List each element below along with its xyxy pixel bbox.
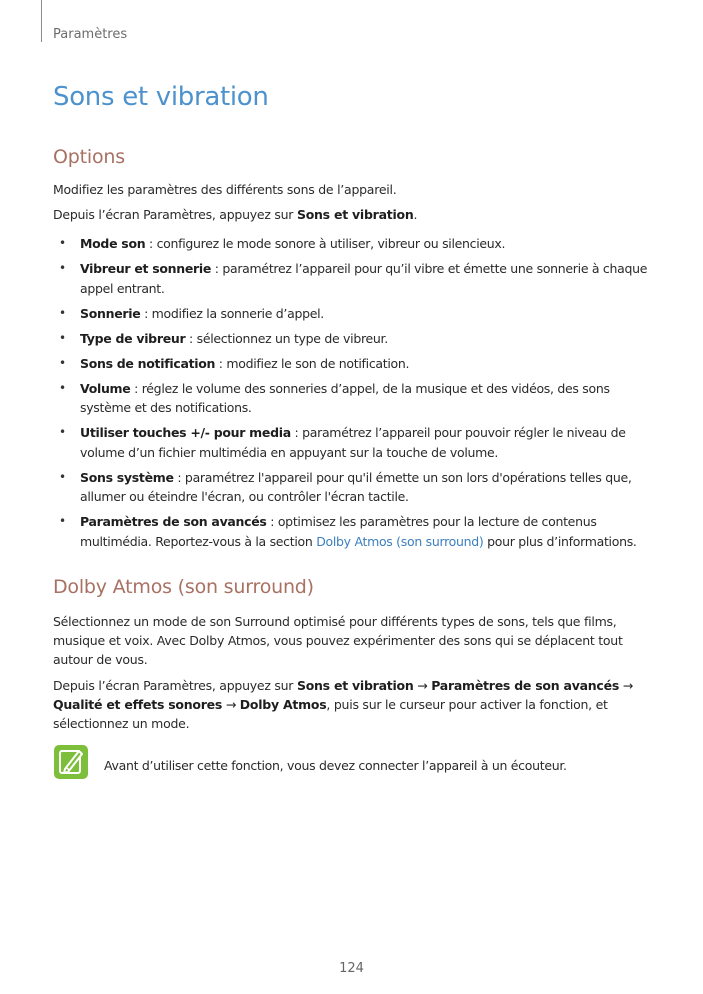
- note-text: Avant d’utiliser cette fonction, vous devez connecter l’appareil à un écouteur.: [104, 758, 567, 773]
- list-item: [53, 304, 653, 324]
- item-desc: : modifiez la sonnerie d’appel.: [140, 305, 324, 321]
- item-term: Volume: [80, 380, 131, 396]
- page-number: 124: [339, 961, 364, 976]
- dolby-atmos-link[interactable]: Dolby Atmos (son surround): [316, 533, 484, 549]
- options-path-prefix: Depuis l’écran Paramètres, appuyez sur: [53, 207, 297, 222]
- item-desc: : paramétrez l’appareil pour qu’il vibre et émette une sonnerie à chaque appel entrant.: [80, 261, 648, 296]
- item-term: Sons de notification: [80, 355, 216, 371]
- item-term: Utiliser touches +/- pour media: [80, 425, 291, 440]
- bullet-icon: •: [59, 425, 66, 439]
- item-term: Mode son: [80, 236, 146, 251]
- dolby-step-4: Dolby Atmos: [239, 697, 327, 712]
- arrow: →: [222, 697, 240, 712]
- dolby-step-2: Paramètres de son avancés: [431, 678, 620, 693]
- arrow: →: [413, 678, 432, 693]
- dolby-path-prefix: Depuis l’écran Paramètres, appuyez sur: [53, 678, 297, 693]
- item-term: Vibreur et sonnerie: [80, 261, 212, 276]
- options-path-suffix: .: [413, 207, 418, 222]
- item-term: Type de vibreur: [80, 330, 186, 346]
- item-desc: : paramétrez l’appareil pour pouvoir régler le niveau de volume d’un fichier multimédia en appuyant sur la touche de volume.: [80, 425, 626, 460]
- list-item: [53, 354, 653, 374]
- list-item: [53, 468, 653, 507]
- item-desc-after: pour plus d’informations.: [483, 533, 637, 549]
- bullet-icon: •: [59, 355, 66, 370]
- item-desc: : sélectionnez un type de vibreur.: [185, 330, 388, 346]
- bullet-icon: •: [59, 330, 66, 345]
- item-desc: : optimisez les paramètres pour la lecture de contenus multimédia. Reportez-vous à la section: [80, 514, 597, 549]
- bullet-icon: •: [59, 380, 66, 395]
- options-path: [53, 205, 653, 224]
- item-desc: : modifiez le son de notification.: [215, 355, 410, 371]
- bullet-icon: •: [59, 261, 66, 275]
- header-section-label: Paramètres: [53, 27, 128, 42]
- dolby-step-3: Qualité et effets sonores: [53, 697, 223, 712]
- bullet-icon: •: [59, 514, 66, 528]
- item-desc: : configurez le mode sonore à utiliser, vibreur ou silencieux.: [145, 236, 506, 251]
- item-desc: : réglez le volume des sonneries d’appel, de la musique et des vidéos, des sons système et des notifications.: [80, 380, 610, 415]
- item-term: Sonnerie: [80, 305, 141, 321]
- options-intro: Modifiez les paramètres des différents sons de l’appareil.: [53, 182, 397, 197]
- dolby-heading: Dolby Atmos (son surround): [53, 576, 314, 598]
- list-item: [53, 259, 653, 298]
- dolby-path-suffix: , puis sur le curseur pour activer la fonction, et sélectionnez un mode.: [53, 697, 608, 731]
- options-list: [53, 234, 653, 557]
- page-title: Sons et vibration: [53, 82, 269, 112]
- dolby-step-1: Sons et vibration: [296, 678, 414, 693]
- bullet-icon: •: [59, 469, 66, 484]
- dolby-path: [53, 676, 653, 733]
- list-item: [53, 329, 653, 349]
- list-item: [53, 234, 653, 254]
- item-desc: : paramétrez l'appareil pour qu'il émette un son lors d'opérations telles que, allumer ou éteindre l'écran, ou contrôler l'écran tactile.: [80, 469, 632, 504]
- item-term: Paramètres de son avancés: [80, 514, 267, 529]
- note-pencil-icon: [54, 745, 88, 779]
- dolby-intro: Sélectionnez un mode de son Surround optimisé pour différents types de sons, tels que films, musique et voix. Avec Dolby Atmos, vous pouvez expérimenter des sons qui se déplacent tout autour de vous.: [53, 614, 623, 667]
- list-item: [53, 423, 653, 462]
- item-term: Sons système: [80, 469, 174, 485]
- header-rule: [41, 0, 42, 42]
- options-heading: Options: [53, 146, 125, 168]
- options-path-target: Sons et vibration: [296, 207, 414, 222]
- arrow: →: [619, 678, 633, 693]
- bullet-icon: •: [59, 236, 66, 250]
- list-item: [53, 379, 653, 418]
- bullet-icon: •: [59, 305, 66, 320]
- list-item: [53, 512, 653, 551]
